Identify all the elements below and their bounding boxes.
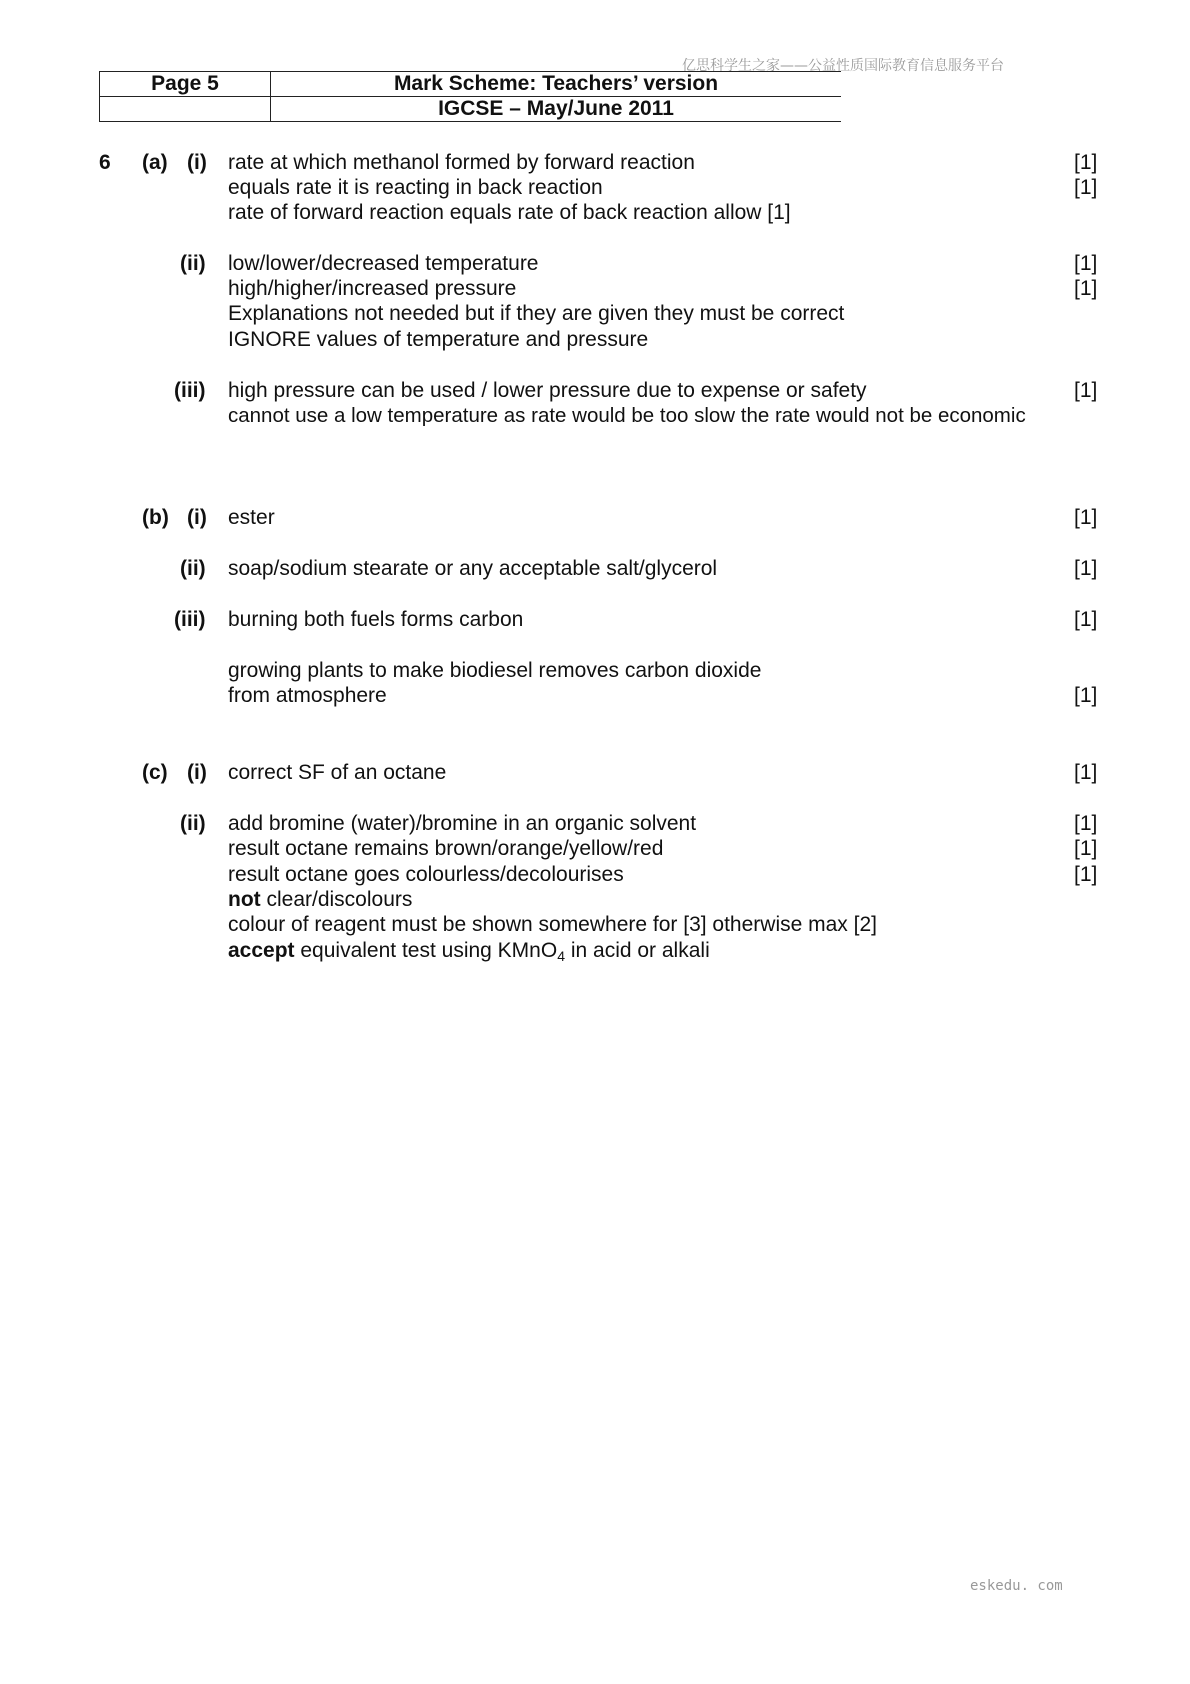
a-iii-line-1: high pressure can be used / lower pressure due to expense or safety bbox=[228, 379, 867, 402]
subscript-4: 4 bbox=[557, 948, 565, 964]
a-ii-label: (ii) bbox=[180, 252, 206, 275]
b-ii-label: (ii) bbox=[180, 557, 206, 580]
part-b-label: (b) bbox=[142, 506, 169, 529]
a-ii-line-1: low/lower/decreased temperature bbox=[228, 252, 539, 275]
b-ii-mark-1: [1] bbox=[1074, 557, 1098, 580]
b-iii-line-1: burning both fuels forms carbon bbox=[228, 608, 524, 631]
c-ii-line-3: result octane goes colourless/decolourises bbox=[228, 863, 624, 886]
page-header bbox=[99, 71, 841, 122]
c-i-line-1: correct SF of an octane bbox=[228, 761, 447, 784]
b-iii-mark-1: [1] bbox=[1074, 608, 1098, 631]
c-ii-line-6 bbox=[228, 938, 710, 963]
page-number: Page 5 bbox=[100, 72, 271, 97]
c-ii-label: (ii) bbox=[180, 812, 206, 835]
part-a-label: (a) bbox=[142, 151, 168, 174]
footer-watermark: eskedu. com bbox=[970, 1578, 1063, 1594]
watermark-text: 亿思科学生之家——公益性质国际教育信息服务平台 bbox=[682, 58, 1004, 74]
a-i-line-2: equals rate it is reacting in back reaction bbox=[228, 176, 603, 199]
page-title: Mark Scheme: Teachers’ version bbox=[271, 72, 842, 97]
a-iii-mark-1: [1] bbox=[1074, 379, 1098, 402]
c-ii-line-6-text: equivalent test using KMnO bbox=[294, 939, 558, 962]
page-subtitle: IGCSE – May/June 2011 bbox=[271, 97, 842, 122]
accept-keyword: accept bbox=[228, 939, 295, 962]
a-ii-line-4: IGNORE values of temperature and pressure bbox=[228, 328, 649, 351]
a-ii-mark-1: [1] bbox=[1074, 252, 1098, 275]
c-ii-mark-3: [1] bbox=[1074, 863, 1098, 886]
c-ii-mark-1: [1] bbox=[1074, 812, 1098, 835]
b-iii-line-2: growing plants to make biodiesel removes carbon dioxide bbox=[228, 659, 762, 682]
b-iii-label: (iii) bbox=[174, 608, 206, 631]
a-ii-line-2: high/higher/increased pressure bbox=[228, 277, 517, 300]
header-empty-cell bbox=[100, 97, 271, 122]
b-ii-line-1: soap/sodium stearate or any acceptable salt/glycerol bbox=[228, 557, 718, 580]
question-number: 6 bbox=[99, 151, 111, 174]
a-iii-line-2: cannot use a low temperature as rate would be too slow the rate would not be economic bbox=[228, 404, 1026, 427]
b-iii-mark-2: [1] bbox=[1074, 684, 1098, 707]
b-i-line-1: ester bbox=[228, 506, 275, 529]
c-ii-line-2: result octane remains brown/orange/yellow/red bbox=[228, 837, 664, 860]
c-ii-line-4 bbox=[228, 887, 412, 912]
b-iii-line-3: from atmosphere bbox=[228, 684, 387, 707]
a-i-line-1: rate at which methanol formed by forward reaction bbox=[228, 151, 695, 174]
a-iii-label: (iii) bbox=[174, 379, 206, 402]
c-ii-line-1: add bromine (water)/bromine in an organic solvent bbox=[228, 812, 697, 835]
a-i-mark-2: [1] bbox=[1074, 176, 1098, 199]
b-i-label: (i) bbox=[187, 506, 207, 529]
c-ii-line-6-tail: in acid or alkali bbox=[565, 939, 710, 962]
c-i-label: (i) bbox=[187, 761, 207, 784]
not-keyword: not bbox=[228, 888, 261, 911]
part-c-label: (c) bbox=[142, 761, 168, 784]
a-ii-mark-2: [1] bbox=[1074, 277, 1098, 300]
c-ii-line-4-text: clear/discolours bbox=[260, 888, 413, 911]
b-i-mark-1: [1] bbox=[1074, 506, 1098, 529]
c-ii-line-5: colour of reagent must be shown somewhere for [3] otherwise max [2] bbox=[228, 913, 877, 936]
a-i-mark-1: [1] bbox=[1074, 151, 1098, 174]
c-i-mark-1: [1] bbox=[1074, 761, 1098, 784]
c-ii-mark-2: [1] bbox=[1074, 837, 1098, 860]
a-i-label: (i) bbox=[187, 151, 207, 174]
a-i-line-3: rate of forward reaction equals rate of back reaction allow [1] bbox=[228, 201, 791, 224]
a-ii-line-3: Explanations not needed but if they are given they must be correct bbox=[228, 302, 845, 325]
